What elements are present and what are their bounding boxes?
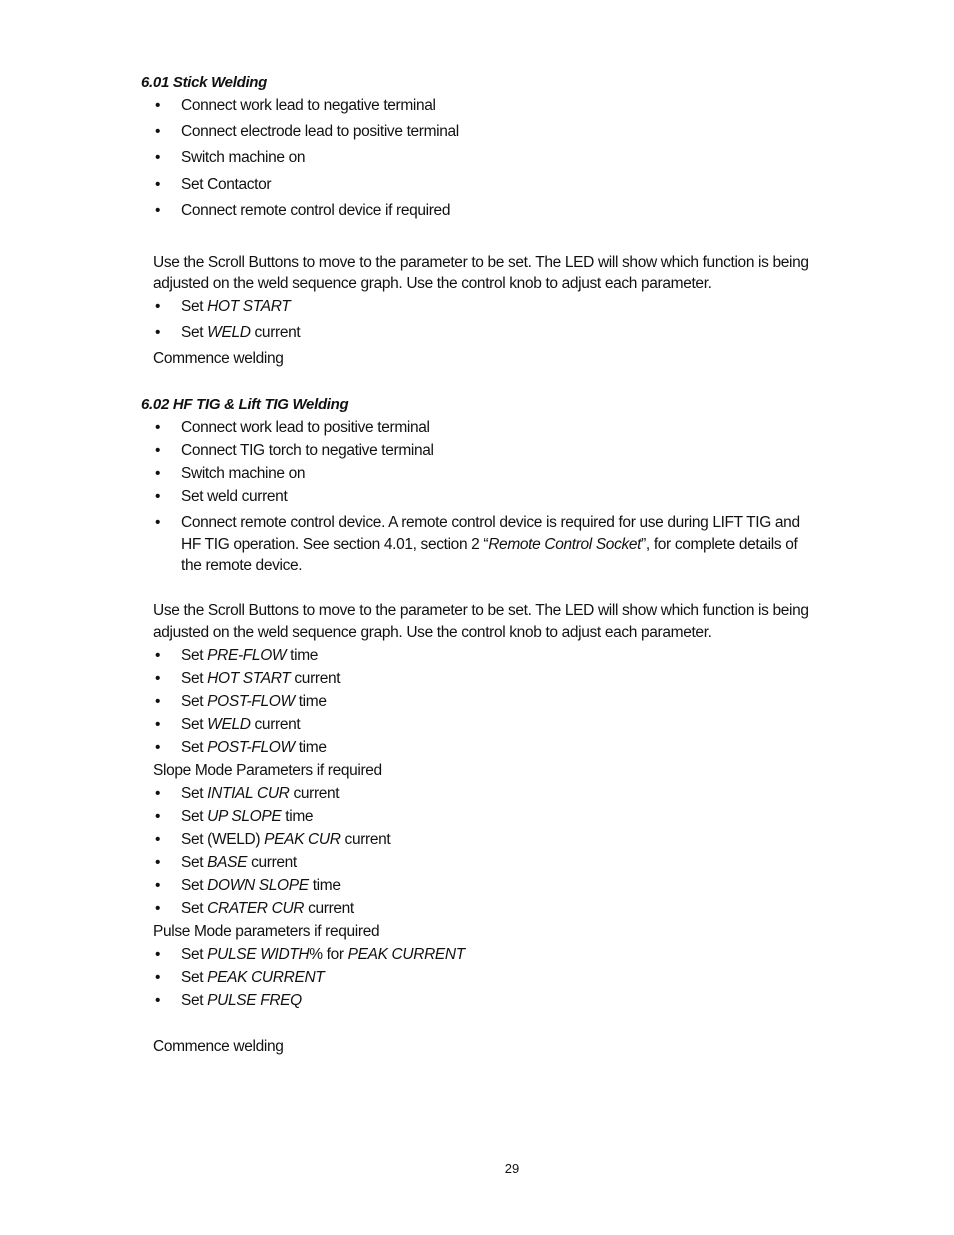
commence-text: Commence welding: [153, 350, 284, 367]
list-item: • Set POST-FLOW time: [181, 693, 327, 711]
list-item-continuation: the remote device.: [181, 557, 303, 574]
slope-mode-heading: Slope Mode Parameters if required: [153, 762, 382, 779]
section-title-tig-welding: 6.02 HF TIG & Lift TIG Welding: [141, 396, 349, 413]
list-item: • Set INTIAL CUR current: [181, 785, 339, 803]
list-item: • Connect work lead to positive terminal: [181, 419, 430, 437]
list-item: • Connect TIG torch to negative terminal: [181, 442, 434, 460]
list-item: • Switch machine on: [181, 149, 305, 167]
list-item: • Connect work lead to negative terminal: [181, 97, 436, 115]
list-item: • Set BASE current: [181, 854, 297, 872]
list-item: • Switch machine on: [181, 465, 305, 483]
list-item: • Set CRATER CUR current: [181, 900, 354, 918]
list-item: • Set PEAK CURRENT: [181, 969, 324, 987]
list-item: • Set WELD current: [181, 716, 300, 734]
list-item: • Set WELD current: [181, 324, 300, 342]
instruction-text: adjusted on the weld sequence graph. Use the control knob to adjust each parameter.: [153, 624, 712, 641]
list-item: • Set weld current: [181, 488, 287, 506]
list-item: • Connect remote control device. A remote control device is required for use during LIFT TIG and: [181, 514, 800, 532]
pulse-mode-heading: Pulse Mode parameters if required: [153, 923, 380, 940]
page-number: 29: [504, 1161, 520, 1176]
list-item: • Set (WELD) PEAK CUR current: [181, 831, 390, 849]
list-item: • Set HOT START: [181, 298, 290, 316]
list-item-continuation: HF TIG operation. See section 4.01, section 2 “Remote Control Socket”, for complete details of: [181, 536, 798, 553]
instruction-text: adjusted on the weld sequence graph. Use the control knob to adjust each parameter.: [153, 275, 712, 292]
instruction-text: Use the Scroll Buttons to move to the parameter to be set. The LED will show which function is being: [153, 602, 809, 619]
list-item: • Set HOT START current: [181, 670, 340, 688]
list-item: • Connect remote control device if required: [181, 202, 450, 220]
list-item: • Set UP SLOPE time: [181, 808, 313, 826]
list-item: • Connect electrode lead to positive terminal: [181, 123, 459, 141]
section-title-stick-welding: 6.01 Stick Welding: [141, 74, 268, 91]
list-item: • Set PULSE WIDTH% for PEAK CURRENT: [181, 946, 465, 964]
commence-text: Commence welding: [153, 1038, 284, 1055]
list-item: • Set PULSE FREQ: [181, 992, 302, 1010]
list-item: • Set DOWN SLOPE time: [181, 877, 341, 895]
list-item: • Set PRE-FLOW time: [181, 647, 318, 665]
instruction-text: Use the Scroll Buttons to move to the parameter to be set. The LED will show which function is being: [153, 254, 809, 271]
list-item: • Set Contactor: [181, 176, 271, 194]
list-item: • Set POST-FLOW time: [181, 739, 327, 757]
